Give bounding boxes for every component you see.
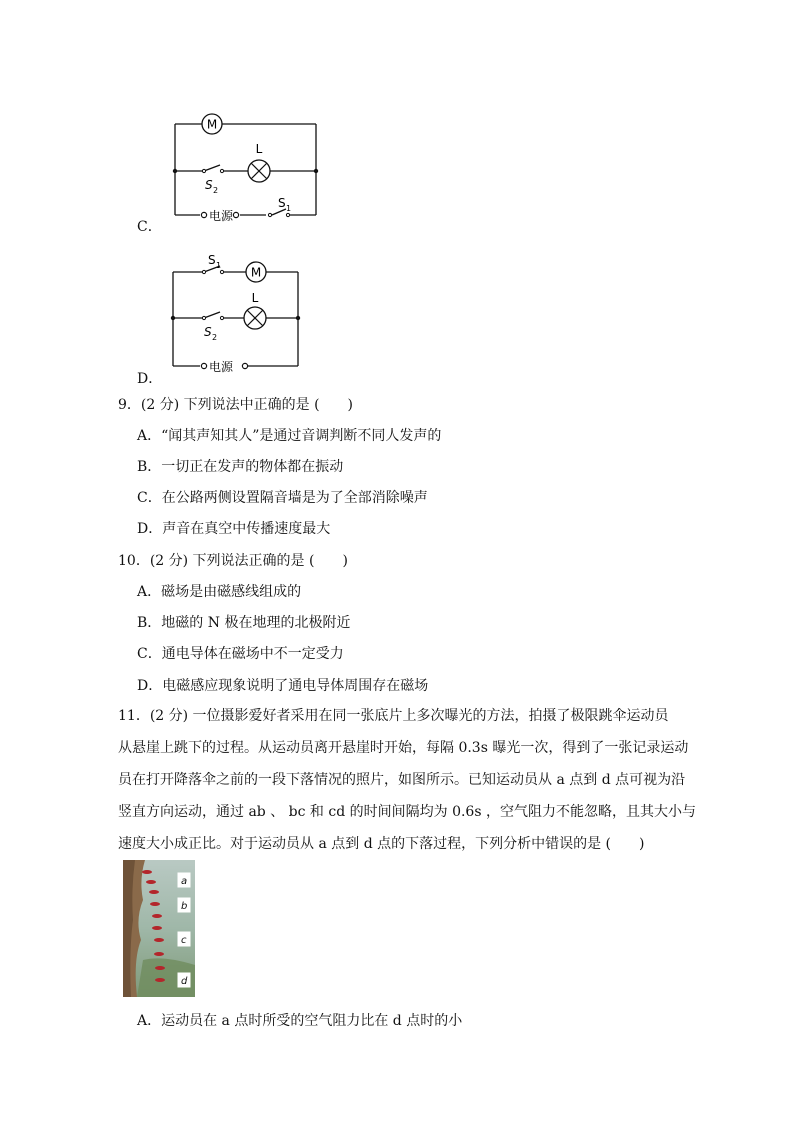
q11-stem-line-4: 竖直方向运动，通过 ab 、 bc 和 cd 的时间间隔均为 0.6s ，空气阻力不能忽略，且其大小与 bbox=[118, 804, 696, 820]
q10-stem: 10．(2 分) 下列说法正确的是 ( ) bbox=[118, 553, 348, 569]
q10-option-b[interactable]: B．地磁的 N 极在地理的北极附近 bbox=[137, 615, 351, 631]
q9-stem: 9．(2 分) 下列说法中正确的是 ( ) bbox=[118, 397, 354, 413]
q10-option-d[interactable]: D．电磁感应现象说明了通电导体周围存在磁场 bbox=[137, 678, 429, 694]
q9-option-c[interactable]: C．在公路两侧设置隔音墙是为了全部消除噪声 bbox=[137, 490, 428, 506]
switch-s1-sub: 1 bbox=[286, 204, 292, 213]
power-source-label: 电源 bbox=[209, 209, 234, 223]
switch-s2-sub: 2 bbox=[213, 186, 219, 195]
circuit-diagram-d bbox=[168, 252, 308, 377]
q9-option-a[interactable]: A．“闻其声知其人”是通过音调判断不同人发声的 bbox=[137, 428, 442, 444]
photo-label-d: d bbox=[181, 976, 188, 987]
option-c-label[interactable]: C． bbox=[137, 219, 162, 235]
q11-stem-line-1: 11．(2 分) 一位摄影爱好者采用在同一张底片上多次曝光的方法，拍摄了极限跳伞运动员 bbox=[118, 708, 669, 724]
q11-stem-line-3: 员在打开降落伞之前的一段下落情况的照片，如图所示。已知运动员从 a 点到 d 点可视为沿 bbox=[118, 772, 686, 788]
photo-label-b: b bbox=[181, 901, 188, 912]
skydiver-photo bbox=[123, 860, 195, 997]
q10-option-c[interactable]: C．通电导体在磁场中不一定受力 bbox=[137, 646, 344, 662]
photo-label-c: c bbox=[181, 935, 187, 946]
circuit-diagram-c bbox=[170, 110, 325, 230]
lamp-label: L bbox=[255, 142, 263, 156]
switch-s2-letter: S bbox=[205, 178, 213, 192]
switch-s1-sub: 1 bbox=[216, 261, 222, 270]
option-d-label[interactable]: D． bbox=[137, 371, 163, 387]
q10-option-a[interactable]: A．磁场是由磁感线组成的 bbox=[137, 584, 302, 600]
q11-stem-line-5: 速度大小成正比。对于运动员从 a 点到 d 点的下落过程，下列分析中错误的是 ( ) bbox=[118, 836, 645, 852]
motor-label: M bbox=[250, 265, 262, 280]
q11-option-a[interactable]: A．运动员在 a 点时所受的空气阻力比在 d 点时的小 bbox=[137, 1013, 463, 1029]
switch-s2-letter: S bbox=[204, 325, 212, 339]
q9-option-b[interactable]: B．一切正在发声的物体都在振动 bbox=[137, 459, 344, 475]
switch-s2-sub: 2 bbox=[212, 333, 218, 342]
motor-label: M bbox=[206, 117, 218, 132]
photo-label-a: a bbox=[181, 876, 188, 887]
power-source-label: 电源 bbox=[209, 360, 234, 374]
lamp-label: L bbox=[251, 291, 259, 305]
switch-s1-letter: S bbox=[278, 196, 286, 210]
q11-stem-line-2: 从悬崖上跳下的过程。从运动员离开悬崖时开始，每隔 0.3s 曝光一次，得到了一张记录运动 bbox=[118, 740, 689, 756]
q9-option-d[interactable]: D．声音在真空中传播速度最大 bbox=[137, 521, 331, 537]
switch-s1-letter: S bbox=[208, 253, 216, 267]
